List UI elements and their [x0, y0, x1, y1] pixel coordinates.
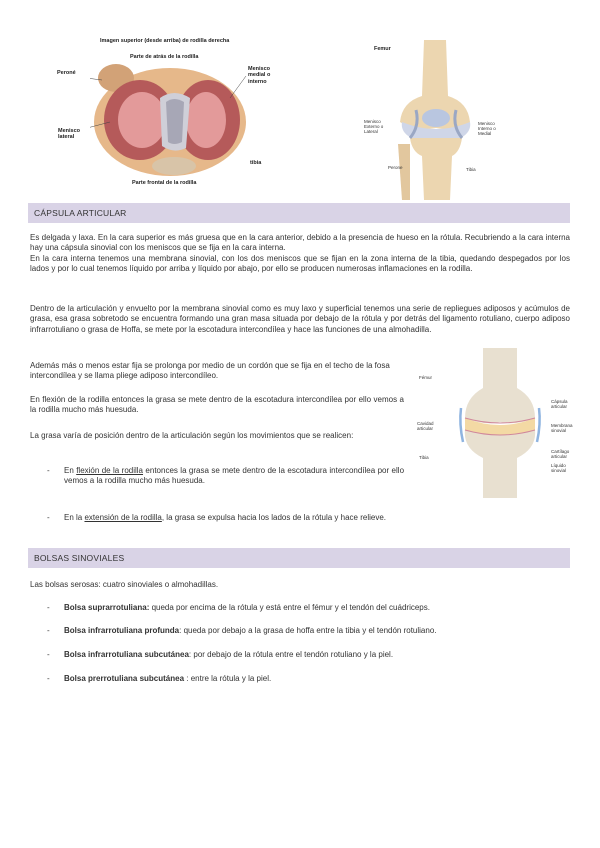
bolsa-item — [64, 674, 574, 684]
bolsa-item — [64, 626, 574, 636]
extension-link[interactable]: extensión de la rodilla — [84, 513, 162, 522]
bolsas-intro: Las bolsas serosas: cuatro sinoviales o almohadillas. — [30, 580, 219, 589]
bolsa-item — [64, 603, 574, 613]
figure2-label-menisco-interno: Menisco Interno o Medial — [478, 121, 496, 136]
figure1-label-perone: Peroné — [57, 70, 76, 76]
bolsa-desc: queda por encima de la rótula y está entre el fémur y el tendón del cuádriceps. — [149, 603, 430, 612]
capsula-para1 — [30, 233, 570, 275]
figure2-label-femur: Femur — [374, 46, 391, 52]
figure1-label-menisco-lateral: Menisco lateral — [58, 128, 81, 141]
joint-section-illustration — [455, 348, 545, 498]
figure3-label-6: Cartílago articular — [551, 449, 570, 459]
figure2-label-menisco-externo: Menisco Externo o Lateral — [364, 119, 384, 134]
flexion-link[interactable]: flexión de la rodilla — [76, 466, 144, 475]
bolsa-term: Bolsa infrarrotuliana profunda — [64, 626, 180, 635]
figure2-label-perone: Perone — [388, 165, 403, 170]
bullet-flexion-pre: En — [64, 466, 77, 475]
bullet-dash: - — [47, 466, 50, 475]
figure-joint-section — [415, 348, 575, 498]
section-heading-bolsas: BOLSAS SINOVIALES — [28, 548, 570, 568]
figure-knee-front-view — [360, 40, 505, 200]
capsula-bullet-flexion — [64, 466, 404, 487]
knee-front-view-illustration — [390, 40, 480, 200]
bolsa-term: Bolsa suprarrotuliana: — [64, 603, 150, 612]
bullet-flexion-post: entonces la grasa se mete dentro de la escotadura intercondílea por ello vemos a la rodilla mucho más huesuda. — [64, 466, 405, 486]
figure3-label-7: Líquido sinovial — [551, 463, 567, 473]
bolsa-item — [64, 650, 574, 660]
figure3-label-2: Cápsula articular — [551, 399, 568, 409]
capsula-bullet-extension — [64, 513, 574, 523]
figure3-label-4: Membrana sinovial — [551, 423, 573, 433]
figure2-label-tibia: Tibia — [466, 167, 476, 172]
figure1-label-front: Parte frontal de la rodilla — [132, 180, 197, 186]
bullet-dash: - — [47, 674, 50, 683]
figure3-label-1: Fémur — [419, 375, 433, 380]
bolsa-desc: : queda por debajo a la grasa de hoffa entre la tibia y el tendón rotuliano. — [179, 626, 437, 635]
capsula-para1-text: Es delgada y laxa. En la cara superior es más gruesa que en la cara anterior, debido a la presencia de hueso en la rótula. Recubriendo a la cara interna hay una cápsula sinovial con los meniscos que se fija en la cara interna. — [30, 233, 570, 253]
capsula-para3: Además más o menos estar fija se prolonga por medio de un cordón que se fija en el techo de la fosa intercondílea y se llama pliege adiposo intercondíleo. — [30, 361, 390, 381]
figure3-label-5: Tibia — [419, 455, 429, 460]
capsula-para5: La grasa varía de posición dentro de la articulación según los movimientos que se realicen: — [30, 431, 354, 440]
bullet-extension-pre: En la — [64, 513, 85, 522]
figure3-label-3: Cavidad articular — [417, 421, 434, 431]
figure1-label-tibia: tibia — [250, 160, 262, 166]
figure-knee-top-view — [50, 36, 290, 194]
bolsa-term: Bolsa prerrotuliana subcutánea — [64, 674, 185, 683]
bullet-extension-post: , la grasa se expulsa hacia los lados de la rótula y hace relieve. — [161, 513, 386, 522]
figure1-title: Imagen superior (desde arriba) de rodilla derecha — [100, 38, 230, 44]
bolsa-desc: : entre la rótula y la piel. — [184, 674, 272, 683]
bullet-dash: - — [47, 603, 50, 612]
bullet-dash: - — [47, 650, 50, 659]
capsula-para4: En flexión de la rodilla entonces la grasa se mete dentro de la escotadura intercondílea por ello vemos a la rodilla mucho más huesuda. — [30, 395, 404, 415]
figure1-label-back: Parte de atrás de la rodilla — [130, 54, 199, 60]
capsula-para1b-text: En la cara interna tenemos una membrana sinovial, con los dos meniscos que se fijan en la zona interna de la tibia, quedando despegados por los lados y por lo cual tenemos líquido por arriba y líquido por abajo, por ello se producen numerosas inflamaciones en la rodilla. — [30, 253, 570, 274]
knee-top-view-illustration — [90, 58, 250, 180]
bullet-dash: - — [47, 513, 50, 522]
bolsa-desc: : por debajo de la rótula entre el tendón rotuliano y la piel. — [188, 650, 394, 659]
section-heading-capsula: CÁPSULA ARTICULAR — [28, 203, 570, 223]
capsula-para2: Dentro de la articulación y envuelto por la membrana sinovial como es muy laxo y superficial tenemos una serie de repliegues adiposos y acúmulos de grasa, esa grasa sobretodo se encuentra formando una gran masa situada por debajo de la rótula y por detrás del ligamento rotuliano, cuerpo adiposo infrarrotuliano o grasa de Hoffa, se mete por la escotadura intercondílea y hace las funciones de una almohadilla. — [30, 304, 570, 334]
bolsa-term: Bolsa infrarrotuliana subcutánea — [64, 650, 189, 659]
bullet-dash: - — [47, 626, 50, 635]
figure1-label-menisco-medial: Menisco medial o interno — [248, 66, 271, 85]
